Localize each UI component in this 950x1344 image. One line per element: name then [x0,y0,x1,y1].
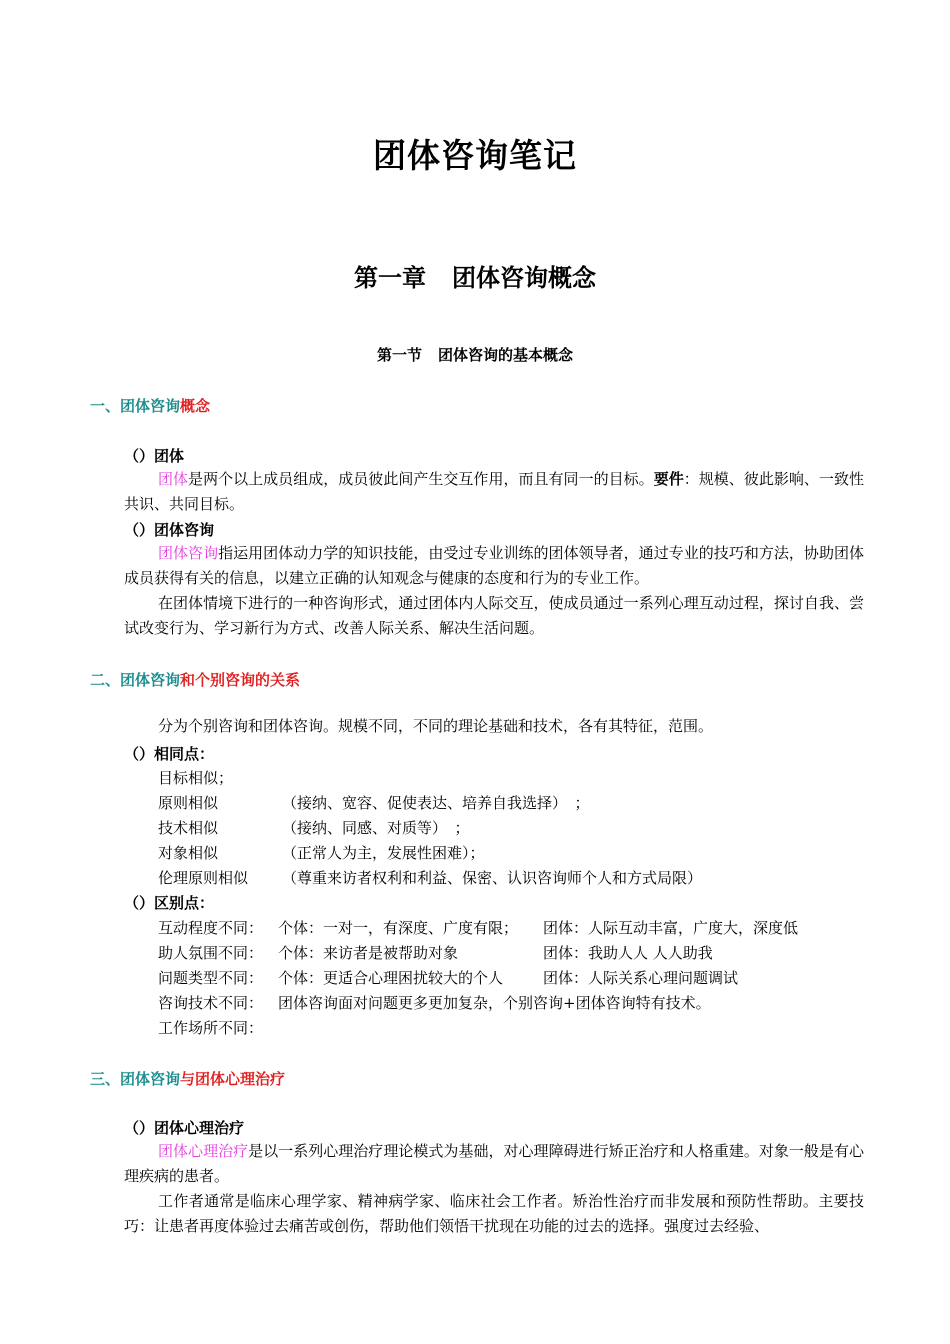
paragraph-group-counseling-form: 在团体情境下进行的一种咨询形式，通过团体内人际交互，使成员通过一系列心理互动过程，探讨自我、尝试改变行为、学习新行为方式、改善人际关系、解决生活问题。 [124,594,864,637]
similarity-item: 对象相似 （正常人为主，发展性困难）； [158,844,485,862]
document-title: 团体咨询笔记 [373,136,577,175]
subheading-group: （）团体 [124,447,185,465]
paragraph-relation-intro: 分为个别咨询和团体咨询。规模不同，不同的理论基础和技术，各有其特征，范围。 [158,717,714,735]
paragraph-group-therapy-definition: 团体心理治疗是以一系列心理治疗理论模式为基础，对心理障碍进行矫正治疗和人格重建。对象一般是有心理疾病的患者。 [124,1142,864,1185]
paragraph-group-therapy-workers: 工作者通常是临床心理学家、精神病学家、临床社会工作者。矫治性治疗而非发展和预防性帮助。主要技巧：让患者再度体验过去痛苦或创伤，帮助他们领悟干扰现在功能的过去的选择。强度过去经验、 [124,1192,864,1235]
term-group: 团体 [158,470,189,488]
heading-relation-prefix: 二、团体咨询 [90,671,181,689]
heading-concept-prefix: 一、团体咨询 [90,397,181,415]
chapter-heading [0,258,950,293]
section-number: 第一节 [376,346,422,364]
section-heading [0,344,950,365]
term-group-counseling: 团体咨询 [158,544,219,562]
paragraph-group-counseling-definition: 团体咨询指运用团体动力学的知识技能，由受过专业训练的团体领导者，通过专业的技巧和方法，协助团体成员获得有关的信息，以建立正确的认知观念与健康的态度和行为的专业工作。 [124,544,864,587]
similarity-item: 伦理原则相似 （尊重来访者权利和利益、保密、认识咨询师个人和方式局限） [158,869,703,887]
heading-therapy-prefix: 三、团体咨询 [90,1070,181,1088]
difference-item: 咨询技术不同： 团体咨询面对问题更多更加复杂，个别咨询+团体咨询特有技术。 [158,994,711,1012]
subheading-differences: （）区别点： [124,894,215,912]
heading-concept [90,395,210,416]
section-name: 团体咨询的基本概念 [438,346,574,364]
similarity-item: 原则相似 （接纳、宽容、促使表达、培养自我选择） ； [158,794,590,812]
chapter-number: 第一章 [354,263,426,292]
heading-therapy-accent: 与团体心理治疗 [180,1070,286,1088]
heading-relation-accent: 和个别咨询的关系 [180,671,301,689]
difference-item: 助人氛围不同： 个体：来访者是被帮助对象 团体：我助人人 人人助我 [158,944,713,962]
subheading-similarities: （）相同点： [124,745,215,763]
difference-item: 问题类型不同： 个体：更适合心理困扰较大的个人 团体：人际关系心理问题调试 [158,969,739,987]
subheading-group-therapy: （）团体心理治疗 [124,1119,245,1137]
similarity-item: 目标相似； [158,769,234,787]
heading-relation [90,669,300,690]
key-requirements: 要件 [653,470,684,488]
chapter-name: 团体咨询概念 [452,263,596,292]
term-group-therapy: 团体心理治疗 [158,1142,249,1160]
paragraph-group-definition: 团体是两个以上成员组成，成员彼此间产生交互作用，而且有同一的目标。要件：规模、彼此影响、一致性共识、共同目标。 [124,470,864,513]
similarity-item: 技术相似 （接纳、同感、对质等） ； [158,819,470,837]
heading-concept-accent: 概念 [180,397,211,415]
difference-item: 互动程度不同： 个体：一对一，有深度、广度有限； 团体：人际互动丰富，广度大，深度低 [158,919,799,937]
subheading-group-counseling: （）团体咨询 [124,521,215,539]
heading-therapy [90,1068,285,1089]
difference-item: 工作场所不同： [158,1019,264,1037]
